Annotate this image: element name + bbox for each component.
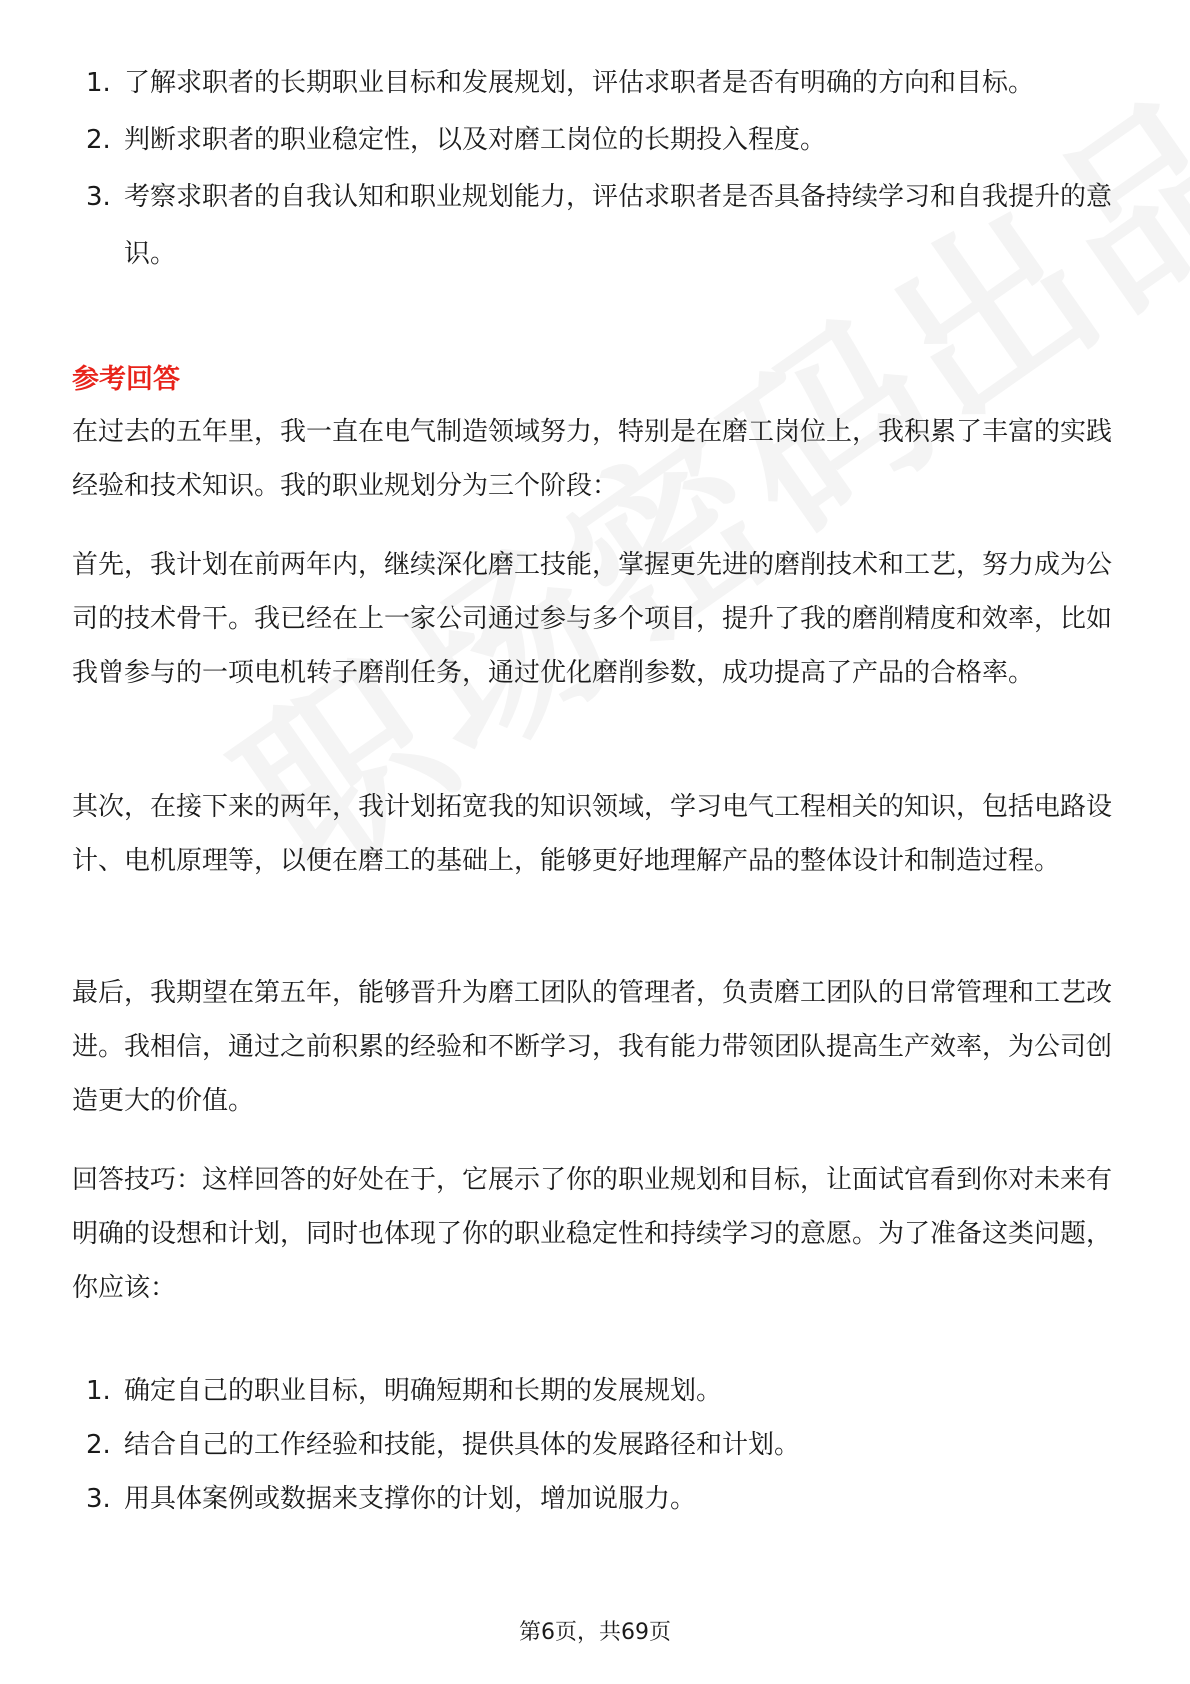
preparation-tips-list <box>72 1364 1132 1526</box>
section-heading: 参考回答 <box>72 364 180 395</box>
list-item-text: 判断求职者的职业稳定性，以及对磨工岗位的长期投入程度。 <box>124 125 827 155</box>
list-item-text: 了解求职者的长期职业目标和发展规划，评估求职者是否有明确的方向和目标。 <box>124 68 1035 98</box>
list-item-text: 确定自己的职业目标，明确短期和长期的发展规划。 <box>124 1376 723 1406</box>
list-item-number: 2. <box>86 125 111 155</box>
list-item <box>72 169 1132 283</box>
list-item-text: 结合自己的工作经验和技能，提供具体的发展路径和计划。 <box>124 1430 801 1460</box>
list-item <box>72 1472 1132 1526</box>
list-item-number: 3. <box>86 182 111 212</box>
list-item-number: 2. <box>86 1430 111 1460</box>
answer-paragraph: 其次，在接下来的两年，我计划拓宽我的知识领域，学习电气工程相关的知识，包括电路设计、电机原理等，以便在磨工的基础上，能够更好地理解产品的整体设计和制造过程。 <box>72 792 1113 876</box>
page-number: 第6页，共69页 <box>519 1620 671 1645</box>
list-item-number: 3. <box>86 1484 111 1514</box>
answer-paragraph: 在过去的五年里，我一直在电气制造领域努力，特别是在磨工岗位上，我积累了丰富的实践经验和技术知识。我的职业规划分为三个阶段： <box>72 417 1113 501</box>
list-item-number: 1. <box>86 1376 111 1406</box>
list-item <box>72 1364 1132 1418</box>
question-purpose-list <box>72 55 1132 283</box>
list-item <box>72 55 1132 112</box>
answer-paragraph: 首先，我计划在前两年内，继续深化磨工技能，掌握更先进的磨削技术和工艺，努力成为公司的技术骨干。我已经在上一家公司通过参与多个项目，提升了我的磨削精度和效率，比如我曾参与的一项电机转子磨削任务，通过优化磨削参数，成功提高了产品的合格率。 <box>72 550 1113 688</box>
list-item-text: 用具体案例或数据来支撑你的计划，增加说服力。 <box>124 1484 697 1514</box>
answer-tips-paragraph: 回答技巧：这样回答的好处在于，它展示了你的职业规划和目标，让面试官看到你对未来有明确的设想和计划，同时也体现了你的职业稳定性和持续学习的意愿。为了准备这类问题，你应该： <box>72 1165 1113 1303</box>
list-item <box>72 112 1132 169</box>
list-item <box>72 1418 1132 1472</box>
answer-paragraph: 最后，我期望在第五年，能够晋升为磨工团队的管理者，负责磨工团队的日常管理和工艺改进。我相信，通过之前积累的经验和不断学习，我有能力带领团队提高生产效率，为公司创造更大的价值。 <box>72 978 1113 1116</box>
list-item-text: 考察求职者的自我认知和职业规划能力，评估求职者是否具备持续学习和自我提升的意识。 <box>124 182 1113 269</box>
list-item-number: 1. <box>86 68 111 98</box>
